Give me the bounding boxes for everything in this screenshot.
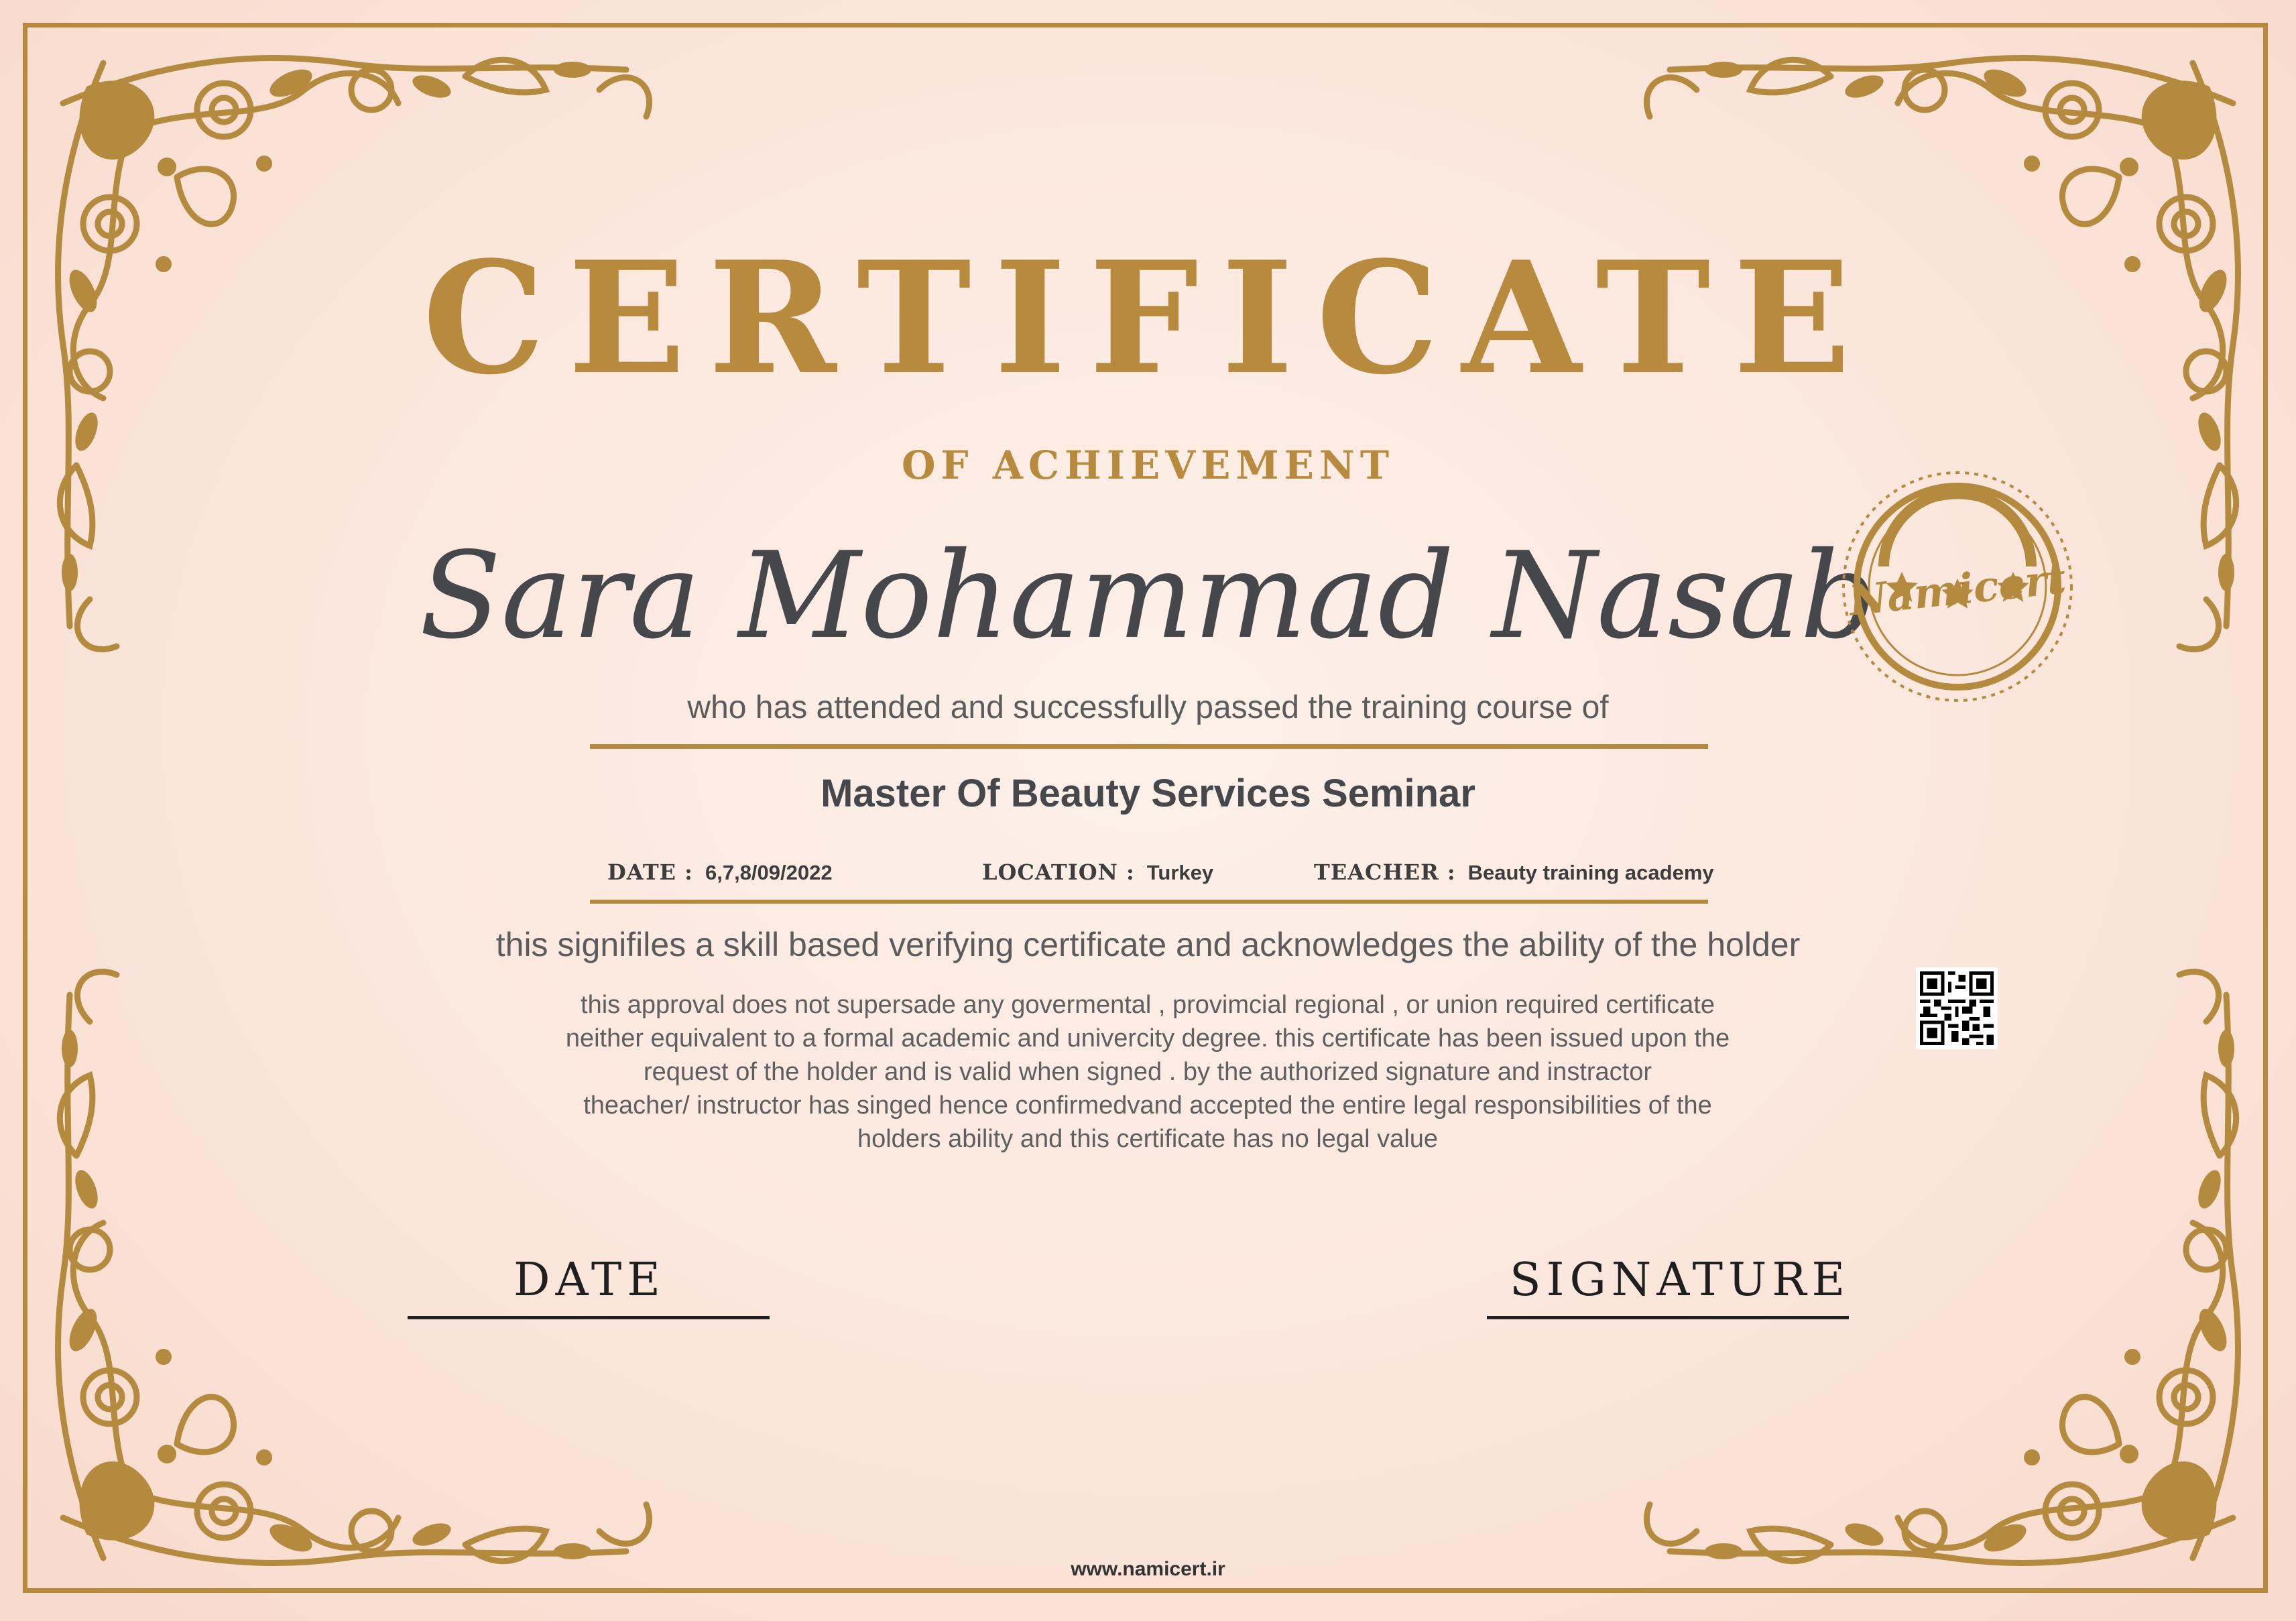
recipient-name: Sara Mohammad Nasab <box>419 526 1877 665</box>
seal-brand: Namicert <box>1846 554 2069 625</box>
location-detail-value: Turkey <box>1146 861 1214 884</box>
signature-footer-label: SIGNATURE <box>1510 1254 1851 1307</box>
date-detail-value: 6,7,8/09/2022 <box>705 861 833 884</box>
date-detail <box>607 859 833 885</box>
location-detail-label: LOCATION : <box>982 859 1135 885</box>
certificate-subtitle: OF ACHIEVEMENT <box>902 442 1394 488</box>
teacher-detail-value: Beauty training academy <box>1467 861 1714 884</box>
qr-code-icon[interactable] <box>1916 967 1998 1049</box>
course-name: Master Of Beauty Services Seminar <box>821 772 1475 815</box>
divider-top <box>590 744 1708 749</box>
disclaimer-line: this approval does not supersade any govermental , provimcial regional , or union required certificate <box>581 991 1715 1019</box>
signifies-text: this signifiles a skill based verifying certificate and acknowledges the ability of the holder <box>495 926 1801 963</box>
disclaimer-paragraph <box>477 988 1818 1156</box>
teacher-detail-label: TEACHER : <box>1314 859 1456 885</box>
certificate-title: CERTIFICATE <box>422 228 1874 409</box>
divider-bottom <box>590 900 1708 904</box>
disclaimer-line: request of the holder and is valid when signed . by the authorized signature and instractor <box>643 1058 1652 1086</box>
laurel-seal-icon <box>1837 466 2078 707</box>
location-detail <box>982 859 1213 885</box>
signature-line <box>1487 1316 1849 1319</box>
date-footer-label: DATE <box>513 1254 666 1307</box>
intro-text: who has attended and successfully passed the training course of <box>687 690 1609 725</box>
website-link[interactable]: www.namicert.ir <box>1071 1558 1225 1580</box>
teacher-detail <box>1314 859 1714 885</box>
disclaimer-line: holders ability and this certificate has no legal value <box>857 1125 1439 1153</box>
date-line <box>408 1316 770 1319</box>
disclaimer-line: neither equivalent to a formal academic and univercity degree. this certificate has been issued upon the <box>565 1024 1730 1053</box>
date-detail-label: DATE : <box>607 859 693 885</box>
disclaimer-line: theacher/ instructor has singed hence confirmedvand accepted the entire legal responsibilities of the <box>583 1091 1712 1120</box>
